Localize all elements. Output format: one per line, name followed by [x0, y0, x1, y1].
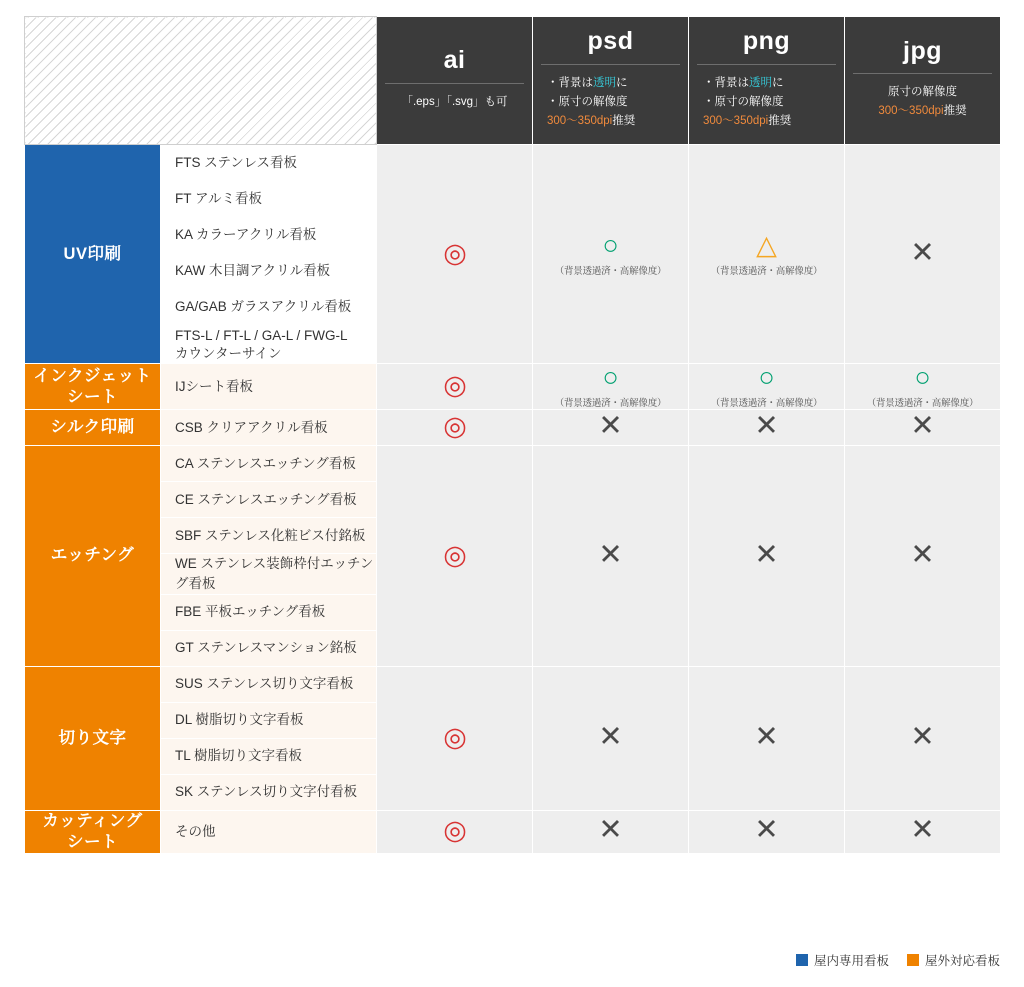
product-item	[161, 594, 377, 630]
support-mark-cell	[689, 410, 845, 446]
table-row	[25, 446, 1001, 482]
category-label: 切り文字	[58, 728, 127, 747]
category-cell	[25, 410, 161, 446]
format-note-line: 300〜350dpi推奨	[878, 105, 967, 118]
support-mark-glyph: ✕	[754, 410, 779, 443]
product-item-line: CSB クリアアクリル看板	[175, 420, 328, 436]
category-cell	[25, 364, 161, 410]
product-item	[161, 446, 377, 482]
format-header-psd	[533, 17, 689, 145]
table-row	[25, 810, 1001, 853]
format-name: psd	[541, 28, 680, 65]
product-item-line: SK ステンレス切り文字付看板	[175, 784, 358, 800]
category-label: シート	[67, 387, 118, 406]
product-item-line: CA ステンレスエッチング看板	[175, 456, 356, 472]
category-cell	[25, 446, 161, 666]
format-note-line: ・原寸の解像度	[703, 95, 784, 108]
product-item	[161, 410, 377, 446]
format-notes	[383, 93, 526, 112]
product-item	[161, 518, 377, 554]
support-mark-cell	[377, 666, 533, 810]
format-note-line: 300〜350dpi推奨	[703, 114, 792, 127]
product-item-line: SBF ステンレス化粧ビス付銘板	[175, 528, 366, 544]
product-item-line: FT アルミ看板	[175, 190, 262, 206]
support-mark-cell	[377, 364, 533, 410]
highlighted-text: 透明	[749, 76, 772, 89]
format-name: png	[697, 28, 836, 65]
legend-swatch-icon	[907, 954, 919, 966]
support-mark-glyph: △	[756, 229, 777, 260]
format-note-line: 300〜350dpi推奨	[547, 114, 636, 127]
product-item	[161, 289, 377, 325]
product-item	[161, 774, 377, 810]
highlighted-text: 透明	[593, 76, 616, 89]
product-item-line: FTS-L / FT-L / GA-L / FWG-L	[175, 328, 348, 343]
support-mark-glyph: ◎	[443, 539, 466, 570]
product-item-line: SUS ステンレス切り文字看板	[175, 676, 354, 692]
legend-swatch-icon	[796, 954, 808, 966]
product-item-line: DL 樹脂切り文字看板	[175, 712, 304, 728]
format-note-line: ・原寸の解像度	[547, 95, 628, 108]
support-mark-note: （背景透過済・高解像度）	[554, 265, 667, 277]
support-mark-glyph: ○	[758, 362, 775, 393]
format-note-line: ・背景は透明に	[547, 76, 628, 89]
format-notes	[695, 74, 838, 131]
support-mark-glyph: ✕	[754, 538, 779, 571]
support-mark-cell	[689, 666, 845, 810]
format-note-line: 原寸の解像度	[888, 86, 957, 99]
support-mark-cell	[689, 145, 845, 364]
support-mark-glyph: ○	[602, 229, 619, 260]
support-mark-cell	[689, 810, 845, 853]
support-mark-cell	[845, 410, 1001, 446]
support-mark-glyph: ✕	[910, 538, 935, 571]
category-label: エッチング	[50, 546, 135, 565]
support-mark-glyph: ◎	[443, 721, 466, 752]
product-item-line: FTS ステンレス看板	[175, 154, 298, 170]
support-mark-note: （背景透過済・高解像度）	[866, 398, 979, 410]
table-header-row	[25, 17, 1001, 145]
support-mark-glyph: ✕	[910, 236, 935, 269]
format-name: jpg	[853, 38, 992, 75]
product-item	[161, 630, 377, 666]
product-item	[161, 738, 377, 774]
support-mark-glyph: ◎	[443, 370, 466, 401]
category-label: インクジェット	[33, 366, 152, 385]
highlighted-text: 300〜350dpi	[703, 114, 769, 127]
product-item-line: WE ステンレス装飾枠付エッチング看板	[175, 556, 374, 591]
support-mark-note: （背景透過済・高解像度）	[554, 398, 667, 410]
format-note-line: 「.eps」「.svg」も可	[401, 95, 508, 108]
product-item-line: FBE 平板エッチング看板	[175, 604, 326, 620]
support-mark-glyph: ✕	[598, 814, 623, 847]
support-mark-glyph: ✕	[754, 814, 779, 847]
category-label: カッティング	[42, 811, 143, 830]
format-header-jpg	[845, 17, 1001, 145]
format-header-png	[689, 17, 845, 145]
format-name: ai	[385, 47, 524, 84]
product-item	[161, 364, 377, 410]
support-mark-glyph: ✕	[910, 410, 935, 443]
support-mark-cell	[377, 446, 533, 666]
product-item-line: カウンターサイン	[175, 346, 282, 362]
support-mark-glyph: ✕	[598, 538, 623, 571]
category-cell	[25, 810, 161, 853]
support-mark-note: （背景透過済・高解像度）	[710, 265, 823, 277]
product-item	[161, 702, 377, 738]
category-cell	[25, 145, 161, 364]
category-label: UV印刷	[63, 244, 122, 263]
product-item-line: KA カラーアクリル看板	[175, 226, 317, 242]
support-mark-glyph: ◎	[443, 237, 466, 268]
legend-entry	[796, 951, 889, 969]
support-mark-cell	[377, 810, 533, 853]
support-mark-glyph: ◎	[443, 815, 466, 846]
support-mark-cell	[689, 446, 845, 666]
hatched-corner-cell	[25, 17, 377, 145]
category-label: シート	[67, 832, 118, 851]
support-mark-cell	[845, 446, 1001, 666]
product-item	[161, 181, 377, 217]
support-mark-cell	[533, 666, 689, 810]
support-mark-glyph: ✕	[598, 720, 623, 753]
support-mark-cell	[377, 410, 533, 446]
legend	[796, 951, 1000, 969]
format-note-line: ・背景は透明に	[703, 76, 784, 89]
product-item	[161, 325, 377, 364]
product-item	[161, 666, 377, 702]
format-notes	[851, 83, 994, 121]
support-mark-cell	[533, 145, 689, 364]
table-row	[25, 364, 1001, 410]
product-item-line: その他	[175, 823, 216, 839]
table-row	[25, 666, 1001, 702]
highlighted-text: 300〜350dpi	[547, 114, 613, 127]
legend-entry	[907, 951, 1000, 969]
legend-label: 屋内専用看板	[813, 954, 889, 968]
support-mark-glyph: ✕	[910, 720, 935, 753]
product-item	[161, 482, 377, 518]
category-label: シルク印刷	[50, 418, 135, 437]
support-mark-cell	[845, 666, 1001, 810]
category-cell	[25, 666, 161, 810]
support-mark-glyph: ◎	[443, 411, 466, 442]
highlighted-text: 300〜350dpi	[878, 105, 944, 118]
compatibility-table	[24, 16, 1001, 854]
product-item	[161, 145, 377, 181]
support-mark-note: （背景透過済・高解像度）	[710, 398, 823, 410]
support-mark-cell	[533, 410, 689, 446]
product-item-line: IJシート看板	[175, 379, 254, 395]
product-item	[161, 253, 377, 289]
support-mark-cell	[845, 145, 1001, 364]
support-mark-glyph: ○	[602, 362, 619, 393]
product-item-line: GA/GAB ガラスアクリル看板	[175, 298, 352, 314]
support-mark-glyph: ○	[914, 362, 931, 393]
product-item-line: CE ステンレスエッチング看板	[175, 492, 357, 508]
product-item-line: GT ステンレスマンション銘板	[175, 640, 357, 656]
legend-label: 屋外対応看板	[924, 954, 1000, 968]
support-mark-cell	[845, 364, 1001, 410]
format-notes	[539, 74, 682, 131]
table-row	[25, 410, 1001, 446]
table-row	[25, 145, 1001, 181]
product-item-line: KAW 木目調アクリル看板	[175, 262, 331, 278]
support-mark-cell	[845, 810, 1001, 853]
support-mark-glyph: ✕	[598, 410, 623, 443]
support-mark-glyph: ✕	[754, 720, 779, 753]
support-mark-cell	[533, 446, 689, 666]
support-mark-cell	[377, 145, 533, 364]
product-item	[161, 217, 377, 253]
support-mark-cell	[533, 810, 689, 853]
format-header-ai	[377, 17, 533, 145]
product-item	[161, 810, 377, 853]
product-item	[161, 554, 377, 594]
product-item-line: TL 樹脂切り文字看板	[175, 748, 303, 764]
support-mark-cell	[689, 364, 845, 410]
support-mark-cell	[533, 364, 689, 410]
support-mark-glyph: ✕	[910, 814, 935, 847]
